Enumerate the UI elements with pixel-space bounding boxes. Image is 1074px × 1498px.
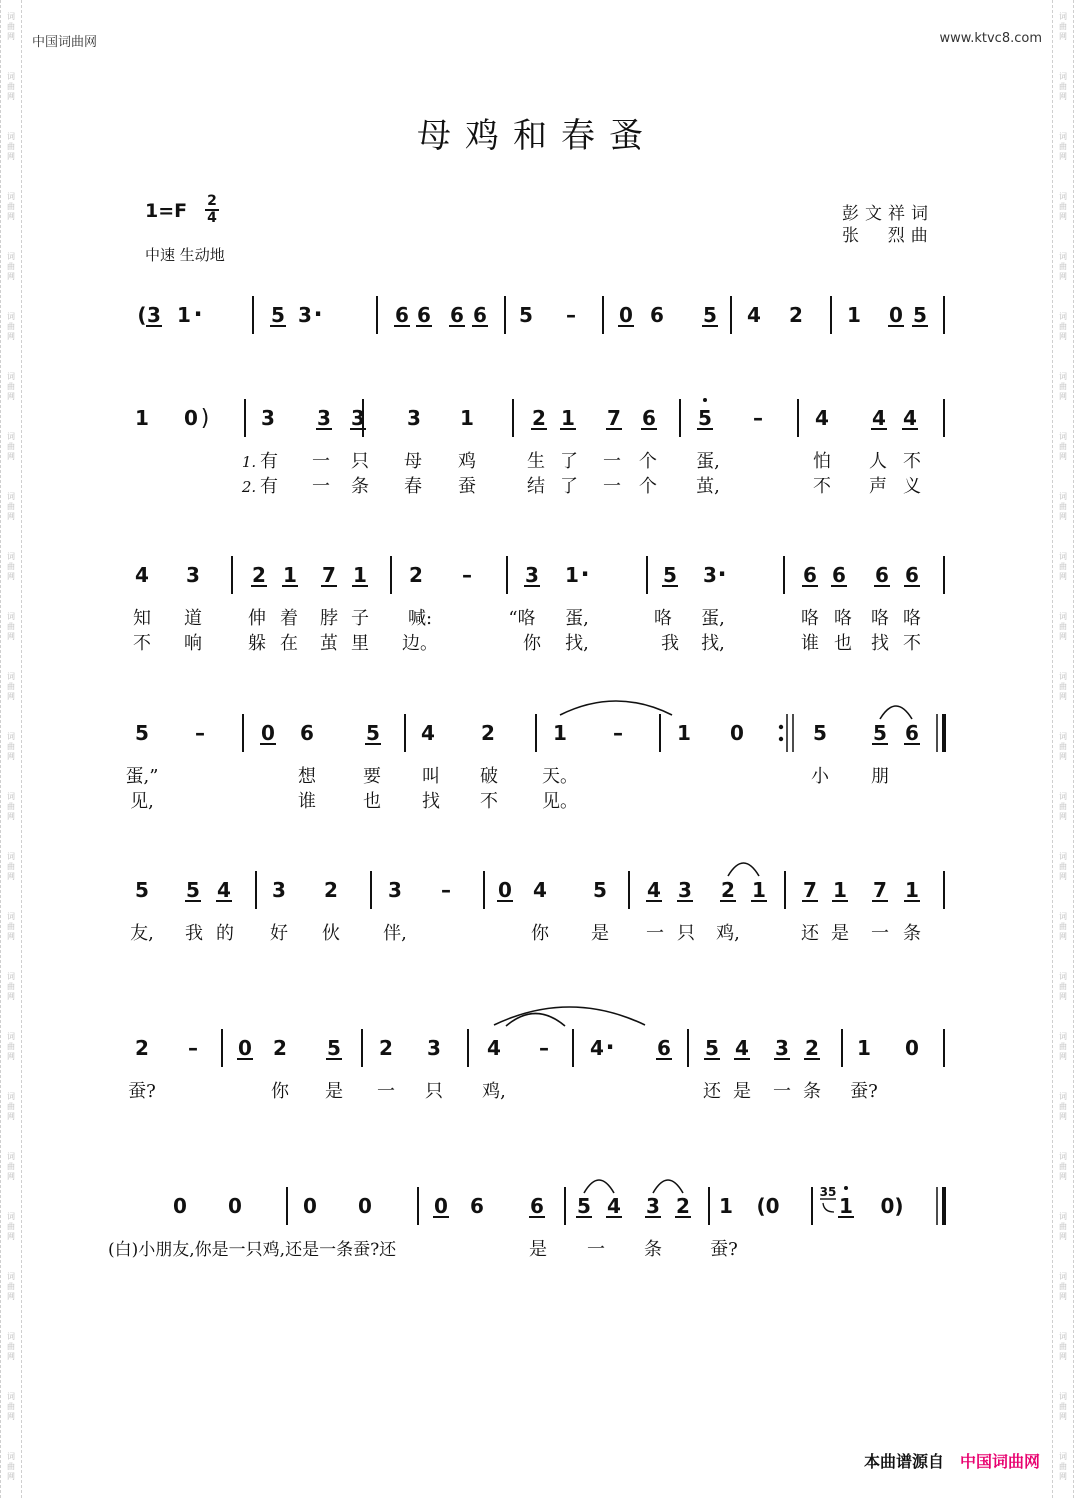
note: 1 — [719, 1194, 733, 1218]
repeat-dot — [779, 737, 783, 741]
dash-note: – — [566, 303, 576, 327]
lyric-char: 是 — [529, 1239, 547, 1260]
header-site-name: 中国词曲网 — [32, 35, 98, 50]
note: 4 — [487, 1036, 501, 1060]
watermark-text: 词 曲 网 — [7, 672, 15, 701]
watermark-text: 词 曲 网 — [1059, 1332, 1067, 1361]
lyric-char: 只 — [425, 1081, 443, 1102]
song-title: 母鸡和春蚤 — [417, 116, 657, 156]
lyric-char: 好 — [270, 923, 288, 944]
lyric-char: 有 — [260, 451, 278, 472]
source-credit — [864, 1449, 1040, 1472]
watermark-text: 词 曲 网 — [7, 852, 15, 881]
note: 7 — [873, 878, 887, 902]
lyric-char: 蛋, — [696, 451, 720, 472]
note: 0 — [498, 878, 512, 902]
watermark-text: 词 曲 网 — [7, 192, 15, 221]
spoken-lyric-line: (白)小朋友,你是一只鸡,还是一条蚕?还 — [108, 1240, 397, 1260]
lyric-char: 响 — [184, 633, 202, 654]
watermark-text: 词 曲 网 — [7, 912, 15, 941]
lyric-char: 见。 — [542, 791, 578, 812]
note: 6 — [300, 721, 314, 745]
note: 5 — [873, 721, 887, 745]
note: 4 — [590, 1036, 604, 1060]
lyric-char: 我 — [185, 923, 203, 944]
note: 2 — [252, 563, 266, 587]
lyric-char: 是 — [733, 1081, 751, 1102]
augmentation-dot: · — [605, 1033, 615, 1061]
lyric-char: 在 — [280, 633, 298, 654]
lyric-char: 个 — [639, 476, 657, 497]
note: (0 — [756, 1194, 780, 1218]
note: 1 — [353, 563, 367, 587]
note: 3 — [317, 406, 331, 430]
watermark-text: 词 曲 网 — [1059, 312, 1067, 341]
note: 1 — [177, 303, 191, 327]
intro-close-paren: ) — [200, 406, 210, 431]
note: 4 — [735, 1036, 749, 1060]
note: 6 — [395, 303, 409, 327]
lyric-char: 不 — [903, 633, 921, 654]
note: 3 — [407, 406, 421, 430]
note: 4 — [647, 878, 661, 902]
lyric-char: 一 — [603, 476, 621, 497]
lyric-char: 谁 — [801, 633, 819, 654]
lyric-char: 你 — [523, 633, 541, 654]
note: 0 — [434, 1194, 448, 1218]
watermark-text: 词 曲 网 — [7, 1032, 15, 1061]
lyric-char: 见, — [130, 791, 154, 812]
lyric-char: 不 — [480, 791, 498, 812]
note: 4 — [607, 1194, 621, 1218]
watermark-text: 词 曲 网 — [1059, 732, 1067, 761]
lyric-char: 一 — [587, 1239, 605, 1260]
watermark-text: 词 曲 网 — [1059, 12, 1067, 41]
watermark-text: 词 曲 网 — [1059, 912, 1067, 941]
watermark-text: 词 曲 网 — [7, 1392, 15, 1421]
watermark-text: 词 曲 网 — [7, 252, 15, 281]
lyric-char: 一 — [312, 476, 330, 497]
source-label: 本曲谱源自 — [863, 1452, 944, 1471]
note: 1 — [565, 563, 579, 587]
tempo-marking: 中速 生动地 — [145, 246, 225, 264]
note: 2 — [721, 878, 735, 902]
tie-arc — [494, 1007, 645, 1025]
lyric-char: 找, — [565, 633, 589, 654]
lyric-char: 蛋, — [565, 608, 589, 629]
lyric-char: 也 — [834, 633, 852, 654]
lyric-char: 结 — [527, 476, 545, 497]
watermark-text: 词 曲 网 — [1059, 492, 1067, 521]
note: 6 — [450, 303, 464, 327]
tie-arc — [560, 701, 672, 715]
note: 4 — [421, 721, 435, 745]
note: 0 — [619, 303, 633, 327]
lyric-char: 伙 — [322, 923, 340, 944]
note: 4 — [872, 406, 886, 430]
note: 4 — [533, 878, 547, 902]
watermark-text: 词 曲 网 — [7, 1452, 15, 1481]
note: 7 — [322, 563, 336, 587]
note: 1 — [677, 721, 691, 745]
lyric-char: 不 — [133, 633, 151, 654]
lyric-char: 想 — [298, 766, 316, 787]
lyric-char: 一 — [312, 451, 330, 472]
lyric-char: 小 — [811, 766, 829, 787]
note: 5 — [593, 878, 607, 902]
lyric-char: 咯 — [903, 608, 921, 629]
lyric-char: 一 — [646, 923, 664, 944]
note: 6 — [657, 1036, 671, 1060]
lyric-char: 茧, — [696, 476, 720, 497]
note: 0 — [905, 1036, 919, 1060]
lyric-char: 怕 — [813, 451, 831, 472]
note: 3 — [351, 406, 365, 430]
note: 5 — [519, 303, 533, 327]
note: 3 — [678, 878, 692, 902]
note: 1 — [752, 878, 766, 902]
note: 2 — [805, 1036, 819, 1060]
lyric-char: 蚕? — [850, 1081, 878, 1102]
note: 3 — [427, 1036, 441, 1060]
note: 3 — [775, 1036, 789, 1060]
note: 5 — [135, 721, 149, 745]
note: 6 — [417, 303, 431, 327]
lyric-char: 条 — [644, 1239, 662, 1260]
lyric-char: 声 — [869, 476, 887, 497]
note: 4 — [815, 406, 829, 430]
note: 1 — [553, 721, 567, 745]
lyric-char: 的 — [216, 923, 234, 944]
dash-note: – — [195, 721, 205, 745]
note: 6 — [470, 1194, 484, 1218]
augmentation-dot: · — [193, 300, 203, 328]
tie-arc — [728, 863, 759, 876]
lyric-char: 蛋, — [701, 608, 725, 629]
note: 5 — [698, 406, 712, 430]
note: 0 — [184, 406, 198, 430]
lyric-char: 谁 — [298, 791, 316, 812]
note: 2 — [379, 1036, 393, 1060]
lyric-char: 你 — [271, 1081, 289, 1102]
note: 6 — [473, 303, 487, 327]
lyric-char: 个 — [639, 451, 657, 472]
lyric-char: 了 — [560, 476, 578, 497]
time-signature-top: 2 — [207, 193, 217, 209]
lyric-char: 一 — [603, 451, 621, 472]
lyric-char: 生 — [527, 451, 545, 472]
lyric-char: 边。 — [402, 633, 438, 654]
note: 0 — [228, 1194, 242, 1218]
lyric-char: 茧 — [320, 633, 338, 654]
note: 5 — [813, 721, 827, 745]
watermark-text: 词 曲 网 — [7, 1212, 15, 1241]
watermark-text: 词 曲 网 — [7, 72, 15, 101]
note: 5 — [703, 303, 717, 327]
note: 1 — [561, 406, 575, 430]
upper-octave-dot — [703, 398, 707, 402]
lyric-char: 一 — [871, 923, 889, 944]
lyric-char: 要 — [363, 766, 381, 787]
repeat-dot — [779, 725, 783, 729]
note: 7 — [803, 878, 817, 902]
upper-octave-dot — [844, 1186, 848, 1190]
note: 2 — [481, 721, 495, 745]
note: 6 — [642, 406, 656, 430]
lyric-char: 春 — [404, 476, 422, 497]
note: 3 — [525, 563, 539, 587]
grace-note-slur — [823, 1203, 834, 1212]
watermark-text: 词 曲 网 — [7, 732, 15, 761]
note: 2 — [676, 1194, 690, 1218]
note: 4 — [217, 878, 231, 902]
verse-number: 1. — [241, 453, 257, 471]
note: 3 — [186, 563, 200, 587]
watermark-text: 词 曲 网 — [1059, 1152, 1067, 1181]
note: 1 — [857, 1036, 871, 1060]
watermark-text: 词 曲 网 — [1059, 192, 1067, 221]
dash-note: – — [188, 1036, 198, 1060]
tie-arc — [584, 1180, 614, 1193]
lyric-char: “咯 — [508, 608, 536, 629]
lyric-char: 朋 — [871, 766, 889, 787]
augmentation-dot: · — [580, 560, 590, 588]
lyric-char: 咯 — [654, 608, 672, 629]
lyric-char: 咯 — [834, 608, 852, 629]
note: 0 — [358, 1194, 372, 1218]
lyric-char: 不 — [903, 451, 921, 472]
lyric-char: 条 — [351, 476, 369, 497]
lyric-char: 友, — [130, 923, 154, 944]
note: 7 — [607, 406, 621, 430]
lyric-char: 还 — [703, 1081, 721, 1102]
watermark-text: 词 曲 网 — [7, 132, 15, 161]
watermark-text: 词 曲 网 — [1059, 1212, 1067, 1241]
note: 6 — [803, 563, 817, 587]
lyric-char: 义 — [903, 476, 921, 497]
watermark-text: 词 曲 网 — [1059, 612, 1067, 641]
note: 2 — [324, 878, 338, 902]
tie-arc — [506, 1014, 565, 1027]
watermark-text: 词 曲 网 — [1059, 972, 1067, 1001]
note: 0 — [303, 1194, 317, 1218]
note: 6 — [905, 721, 919, 745]
watermark-text: 词 曲 网 — [1059, 1392, 1067, 1421]
note: 1 — [283, 563, 297, 587]
watermark-text: 词 曲 网 — [7, 492, 15, 521]
lyric-char: 蚕 — [458, 476, 476, 497]
watermark-text: 词 曲 网 — [7, 12, 15, 41]
lyric-char: 不 — [813, 476, 831, 497]
note: 3 — [703, 563, 717, 587]
watermark-text: 词 曲 网 — [7, 1332, 15, 1361]
note: 3 — [388, 878, 402, 902]
watermark-text: 词 曲 网 — [1059, 432, 1067, 461]
note: 1 — [460, 406, 474, 430]
note: 1 — [847, 303, 861, 327]
lyric-char: 蚕? — [710, 1239, 738, 1260]
lyric-char: 喊: — [407, 608, 433, 629]
note: 6 — [875, 563, 889, 587]
lyric-char: 也 — [363, 791, 381, 812]
lyric-char: 我 — [661, 633, 679, 654]
lyric-char: 道 — [184, 608, 202, 629]
lyric-char: 一 — [377, 1081, 395, 1102]
note: 5 — [186, 878, 200, 902]
note: 5 — [135, 878, 149, 902]
watermark-text: 词 曲 网 — [7, 432, 15, 461]
note: 0 — [238, 1036, 252, 1060]
lyric-char: 天。 — [542, 766, 578, 787]
note: 5 — [577, 1194, 591, 1218]
lyric-char: 咯 — [871, 608, 889, 629]
dash-note: – — [613, 721, 623, 745]
note: 5 — [366, 721, 380, 745]
augmentation-dot: · — [717, 560, 727, 588]
dash-note: – — [539, 1036, 549, 1060]
note: 5 — [271, 303, 285, 327]
note: 5 — [327, 1036, 341, 1060]
lyric-char: 鸡, — [482, 1081, 506, 1102]
lyric-char: 子 — [351, 608, 369, 629]
note: ( — [137, 303, 147, 327]
note: 3 — [261, 406, 275, 430]
watermark-text: 词 曲 网 — [1059, 672, 1067, 701]
lyric-char: 人 — [869, 451, 887, 472]
lyric-char: 你 — [531, 923, 549, 944]
lyric-char: 躲 — [248, 633, 266, 654]
lyric-char: 破 — [480, 766, 498, 787]
note: 1 — [905, 878, 919, 902]
lyric-char: 只 — [351, 451, 369, 472]
note: 6 — [832, 563, 846, 587]
watermark-text: 词 曲 网 — [1059, 1452, 1067, 1481]
note: 1 — [833, 878, 847, 902]
note: 1 — [135, 406, 149, 430]
lyric-char: 条 — [803, 1081, 821, 1102]
tie-arc — [653, 1180, 683, 1193]
lyric-char: 蛋,” — [125, 766, 159, 787]
note: 3 — [147, 303, 161, 327]
note: 5 — [663, 563, 677, 587]
watermark-text: 词 曲 网 — [7, 972, 15, 1001]
lyric-char: 鸡 — [458, 451, 476, 472]
note: 4 — [135, 563, 149, 587]
lyric-char: 找, — [701, 633, 725, 654]
lyricist: 彭文祥词 — [842, 204, 934, 224]
note: 1 — [839, 1194, 853, 1218]
watermark-text: 词 曲 网 — [7, 1272, 15, 1301]
lyric-char: 是 — [325, 1081, 343, 1102]
lyric-char: 了 — [560, 451, 578, 472]
note: 3 — [272, 878, 286, 902]
note: 2 — [532, 406, 546, 430]
lyric-char: 鸡, — [716, 923, 740, 944]
watermark-text: 词 曲 网 — [1059, 1092, 1067, 1121]
note: 0 — [173, 1194, 187, 1218]
note: 2 — [409, 563, 423, 587]
lyric-char: 咯 — [801, 608, 819, 629]
watermark-text: 词 曲 网 — [1059, 792, 1067, 821]
note: 2 — [135, 1036, 149, 1060]
lyric-char: 只 — [677, 923, 695, 944]
lyric-char: 伸 — [248, 608, 266, 629]
lyric-char: 是 — [591, 923, 609, 944]
key-signature: 1=F — [145, 200, 188, 222]
note: 0) — [880, 1194, 904, 1218]
watermark-text: 词 曲 网 — [1059, 852, 1067, 881]
header-site-url: www.ktvc8.com — [939, 31, 1042, 46]
note: 0 — [889, 303, 903, 327]
watermark-text: 词 曲 网 — [7, 372, 15, 401]
watermark-text: 词 曲 网 — [7, 312, 15, 341]
dash-note: – — [462, 563, 472, 587]
dash-note: – — [441, 878, 451, 902]
lyric-char: 母 — [404, 451, 422, 472]
note: 5 — [913, 303, 927, 327]
lyric-char: 一 — [773, 1081, 791, 1102]
time-signature-bottom: 4 — [207, 210, 217, 226]
note: 0 — [261, 721, 275, 745]
grace-notes: 35 — [819, 1185, 837, 1199]
note: 6 — [650, 303, 664, 327]
tie-arc — [880, 706, 912, 719]
note: 2 — [273, 1036, 287, 1060]
watermark-text: 词 曲 网 — [1059, 72, 1067, 101]
note: 5 — [705, 1036, 719, 1060]
note: 3 — [646, 1194, 660, 1218]
composer: 张 烈曲 — [842, 226, 934, 246]
watermark-text: 词 曲 网 — [7, 1092, 15, 1121]
watermark-text: 词 曲 网 — [1059, 1272, 1067, 1301]
watermark-text: 词 曲 网 — [1059, 372, 1067, 401]
lyric-char: 条 — [903, 923, 921, 944]
note: 6 — [530, 1194, 544, 1218]
lyric-char: 里 — [351, 633, 369, 654]
note: 0 — [730, 721, 744, 745]
watermark-text: 词 曲 网 — [7, 552, 15, 581]
lyric-char: 叫 — [422, 766, 440, 787]
lyric-char: 是 — [831, 923, 849, 944]
note: 4 — [903, 406, 917, 430]
watermark-text: 词 曲 网 — [1059, 252, 1067, 281]
lyric-char: 伴, — [383, 923, 407, 944]
lyric-char: 找 — [871, 633, 889, 654]
watermark-text: 词 曲 网 — [1059, 552, 1067, 581]
lyric-char: 蚕? — [128, 1081, 156, 1102]
lyric-char: 找 — [422, 791, 440, 812]
watermark-text: 词 曲 网 — [7, 792, 15, 821]
lyric-char: 脖 — [320, 608, 338, 629]
dash-note: – — [753, 406, 763, 430]
note: 4 — [747, 303, 761, 327]
watermark-text: 词 曲 网 — [1059, 132, 1067, 161]
lyric-char: 着 — [280, 608, 298, 629]
verse-number: 2. — [241, 478, 257, 496]
watermark-text: 词 曲 网 — [1059, 1032, 1067, 1061]
augmentation-dot: · — [313, 300, 323, 328]
lyric-char: 有 — [260, 476, 278, 497]
lyric-char: 知 — [133, 608, 151, 629]
note: 3 — [298, 303, 312, 327]
lyric-char: 还 — [801, 923, 819, 944]
note: 2 — [789, 303, 803, 327]
watermark-text: 词 曲 网 — [7, 612, 15, 641]
note: 6 — [905, 563, 919, 587]
watermark-text: 词 曲 网 — [7, 1152, 15, 1181]
source-brand: 中国词曲网 — [959, 1452, 1040, 1471]
